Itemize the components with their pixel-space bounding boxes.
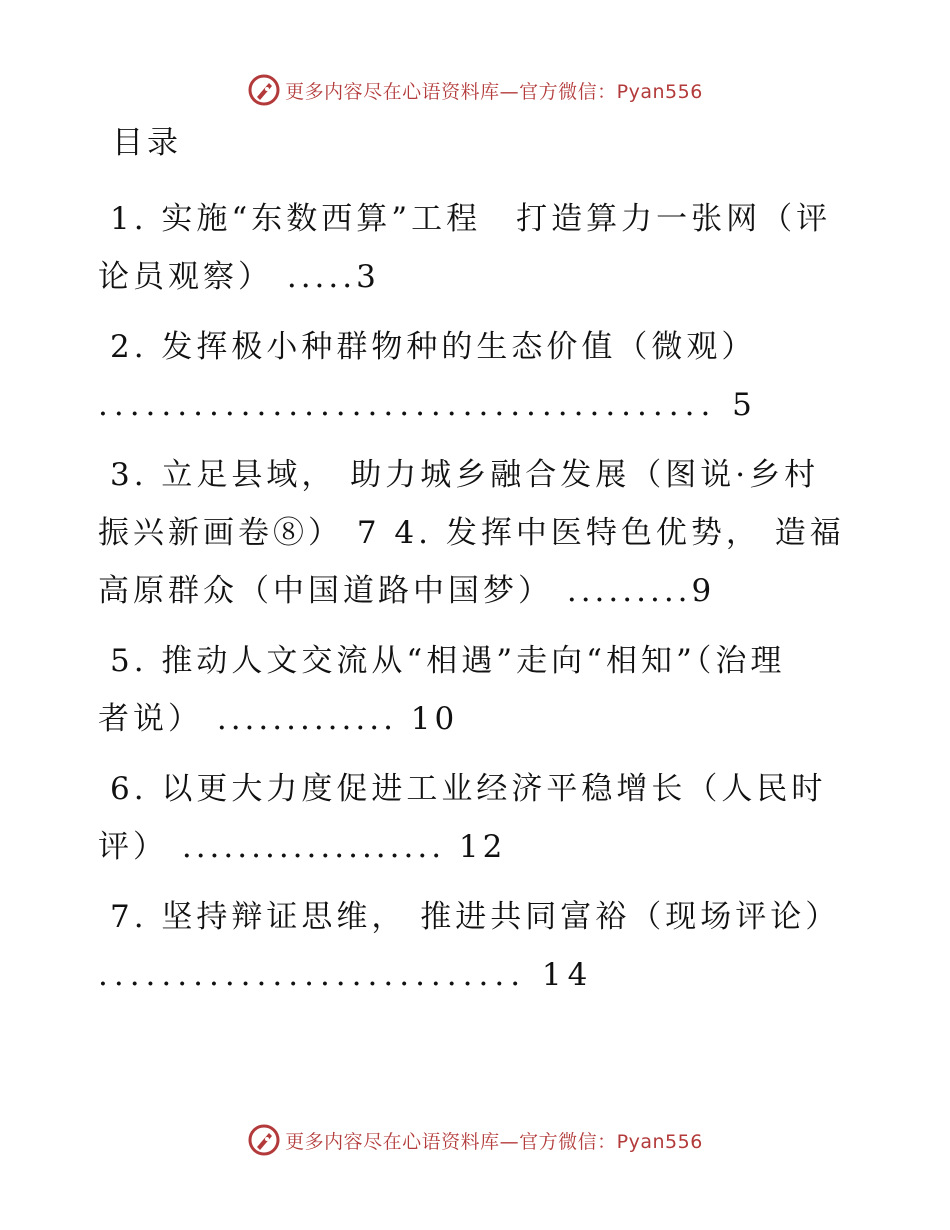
banner-text: 更多内容尽在心语资料库—官方微信：Pyan556 bbox=[285, 80, 703, 103]
toc-entry-3-4[interactable]: 3. 立足县域， 助力城乡融合发展（图说·乡村 振兴新画卷⑧） 7 4. 发挥中医特色优势， 造福 高原群众（中国道路中国梦） .........9 bbox=[98, 457, 845, 609]
table-of-contents bbox=[98, 190, 858, 1016]
toc-entry-7[interactable]: 7. 坚持辩证思维， 推进共同富裕（现场评论） ........................... 14 bbox=[98, 899, 841, 993]
toc-title: 目录 bbox=[112, 125, 182, 161]
toc-entry-2[interactable]: 2. 发挥极小种群物种的生态价值（微观） ....................................... 5 bbox=[98, 329, 758, 423]
header-banner bbox=[0, 70, 950, 110]
toc-entry-6[interactable]: 6. 以更大力度促进工业经济平稳增长（人民时 评） ................... 12 bbox=[98, 771, 827, 865]
toc-entry-1[interactable]: 1. 实施“东数西算”工程 打造算力一张网（评 论员观察） .....3 bbox=[98, 201, 832, 295]
pen-nib-icon bbox=[247, 1123, 281, 1157]
toc-entry-5[interactable]: 5. 推动人文交流从“相遇”走向“相知”（治理 者说） ............. 10 bbox=[98, 643, 786, 737]
pen-nib-icon bbox=[247, 73, 281, 107]
footer-banner bbox=[0, 1120, 950, 1160]
banner-text: 更多内容尽在心语资料库—官方微信：Pyan556 bbox=[285, 1130, 703, 1153]
